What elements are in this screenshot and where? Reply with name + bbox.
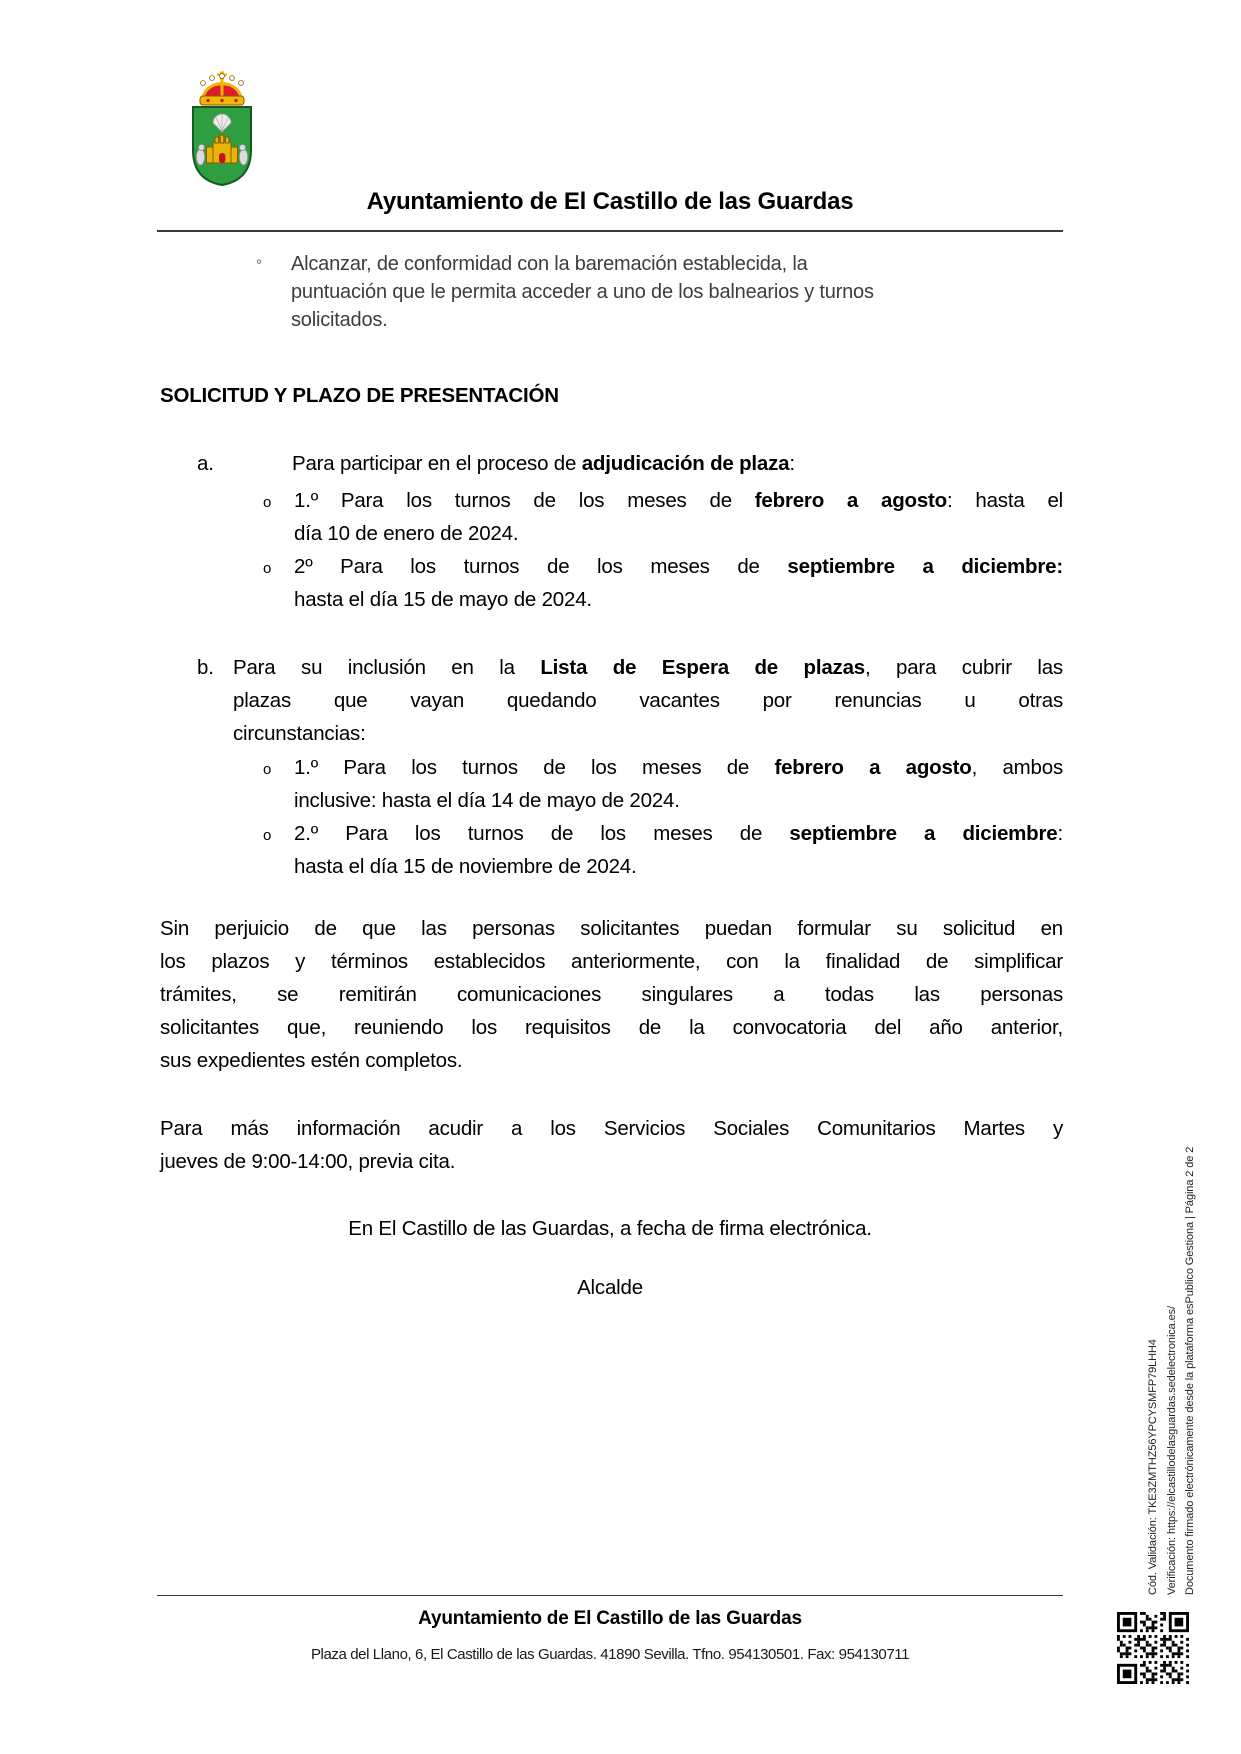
footer-divider (157, 1595, 1063, 1596)
sub-bullet-marker: o (263, 761, 272, 778)
municipal-coat-of-arms (186, 70, 258, 188)
sub-item-b1-text: 1.º Para los turnos de los meses de febrero a agosto, ambos inclusive: hasta el día 14 de mayo de 2024. (294, 756, 1064, 812)
sub-item-a2-text: 2º Para los turnos de los meses de septiembre a diciembre: hasta el día 15 de mayo de 2024. (294, 555, 1063, 611)
validation-code-text: Cód. Validación: TKE3ZMTHZ56YPCYSMFP79LHH4 (1147, 1339, 1159, 1595)
footer-address: Plaza del Llano, 6, El Castillo de las Guardas. 41890 Sevilla. Tfno. 954130501. Fax: 954130711 (310, 1646, 910, 1663)
signature-role: Alcalde (577, 1276, 643, 1299)
sub-bullet-marker: o (263, 494, 272, 511)
paragraph-notice: Sin perjuicio de que las personas solicitantes puedan formular su solicitud en los plazos y términos establecidos anteriormente, con la finalidad de simplificar trámites, se remitirán comunicaciones singulares a todas las personas solicitantes que, reuniendo los requisitos de la convocatoria del año anterior, sus expedientes estén completos. (160, 917, 1063, 1072)
header-title: Ayuntamiento de El Castillo de las Guardas (366, 188, 854, 215)
list-marker-a: a. (197, 452, 214, 475)
list-item-a-text: Para participar en el proceso de adjudicación de plaza: (292, 452, 795, 475)
paragraph-info: Para más información acudir a los Servicios Sociales Comunitarios Martes y jueves de 9:00-14:00, previa cita. (160, 1117, 1063, 1173)
circle-bullet-marker: ◦ (256, 252, 262, 271)
list-item-b-text: Para su inclusión en la Lista de Espera de plazas, para cubrir las plazas que vayan quedando vacantes por renuncias u otras circunstancias: (233, 656, 1063, 745)
sub-bullet-marker: o (263, 827, 272, 844)
qr-code (1117, 1612, 1189, 1684)
sub-item-b2-text: 2.º Para los turnos de los meses de septiembre a diciembre: hasta el día 15 de noviembre de 2024. (294, 822, 1063, 878)
list-marker-b: b. (197, 656, 214, 679)
header-divider (157, 230, 1063, 232)
footer-title: Ayuntamiento de El Castillo de las Guardas (418, 1608, 802, 1629)
sub-item-a1-text: 1.º Para los turnos de los meses de febrero a agosto: hasta el día 10 de enero de 2024. (294, 489, 1063, 545)
signature-place-line: En El Castillo de las Guardas, a fecha de firma electrónica. (348, 1217, 872, 1240)
sub-bullet-marker: o (263, 560, 272, 577)
intro-bullet-text: Alcanzar, de conformidad con la baremación establecida, la puntuación que le permita acceder a uno de los balnearios y turnos solicitados. (291, 253, 874, 331)
section-heading: SOLICITUD Y PLAZO DE PRESENTACIÓN (160, 384, 559, 407)
platform-signature-text: Documento firmado electrónicamente desde la plataforma esPublico Gestiona | Página 2 de 2 (1184, 1146, 1196, 1595)
verification-url-text: Verificación: https://elcastillodelasguardas.sedelectronica.es/ (1166, 1305, 1178, 1595)
shield-icon (193, 107, 251, 185)
crown-icon (200, 72, 244, 106)
